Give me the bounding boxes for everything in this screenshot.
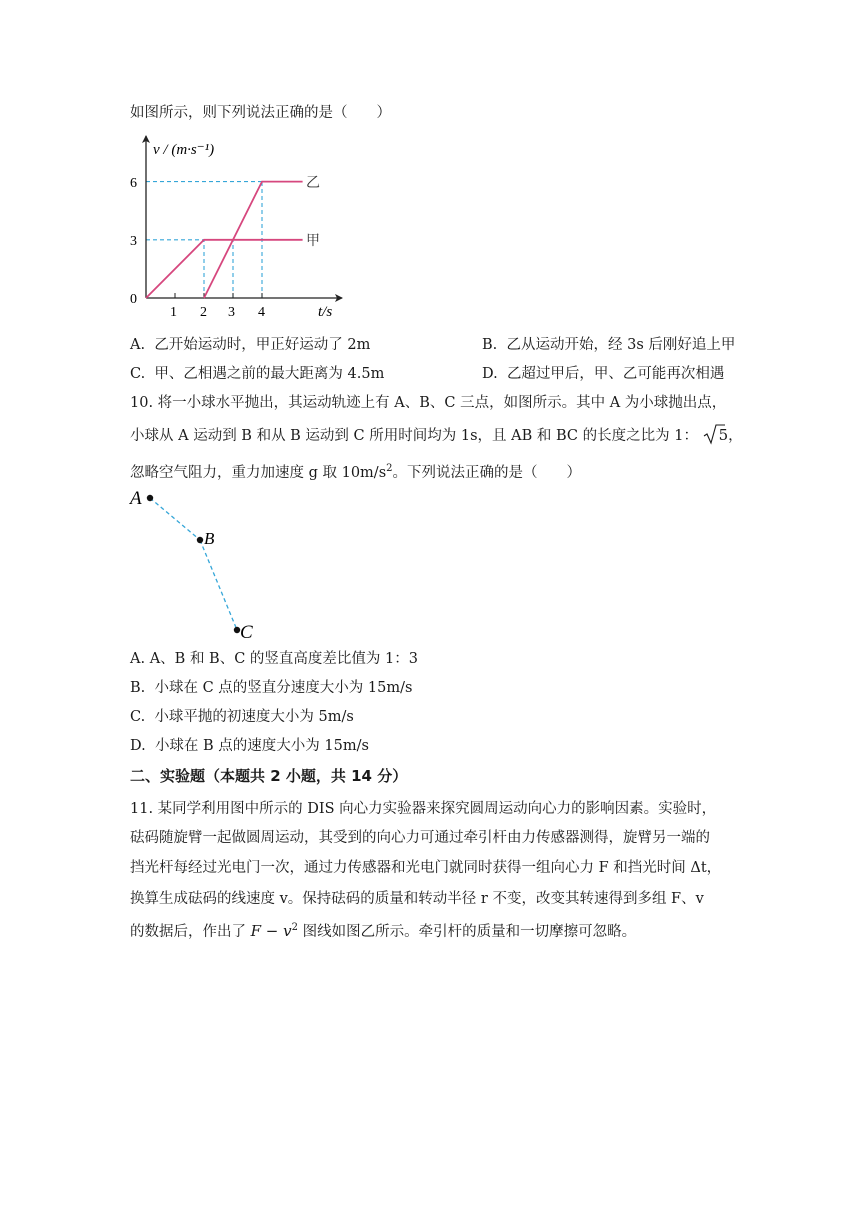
velocity-time-chart <box>120 128 360 333</box>
y-axis-label: v / (m·s⁻¹) <box>153 142 215 158</box>
q10-option-a-letter: A. <box>130 651 146 667</box>
q10-option-b-letter: B. <box>130 680 146 696</box>
q10-line-2-text: 小球从 A 运动到 B 和从 B 运动到 C 所用时间均为 1s，且 AB 和 BC 的长度之比为 1： <box>130 428 698 444</box>
q11-line-2: 砝码随旋臂一起做圆周运动，其受到的向心力可通过牵引杆由力传感器测得，旋臂另一端的 <box>130 830 710 846</box>
q10-line-1: 10. 将一小球水平抛出，其运动轨迹上有 A、B、C 三点，如图所示。其中 A 为小球抛出点， <box>130 395 727 411</box>
y-tick-label-6: 6 <box>130 176 137 191</box>
q10-option-c-text: 小球平抛的初速度大小为 5m/s <box>154 709 354 725</box>
trajectory-figure <box>124 484 264 644</box>
q10-option-d-letter: D. <box>130 738 146 754</box>
q11-line-3: 挡光杆每经过光电门一次，通过力传感器和光电门就同时获得一组向心力 F 和挡光时间 Δt， <box>130 860 722 876</box>
q11-line-5-end: 图线如图乙所示。牵引杆的质量和一切摩擦可忽略。 <box>302 923 637 940</box>
q10-line-3-end: 。下列说法正确的是（ ） <box>392 464 582 481</box>
q9-stem: 如图所示，则下列说法正确的是（ ） <box>130 105 391 121</box>
q11-line-5 <box>130 918 636 942</box>
label-b: B <box>204 529 215 548</box>
q11-line-4: 换算生成砝码的线速度 v。保持砝码的质量和转动半径 r 不变，改变其转速得到多组 F、v <box>130 891 704 907</box>
q9-option-c-letter: C <box>130 366 141 382</box>
unit-s: s <box>378 464 387 481</box>
q10-option-d-text: 小球在 B 点的速度大小为 15m/s <box>154 738 369 754</box>
segment-ab <box>150 498 200 540</box>
q9-option-d: D. 乙超过甲后，甲、乙可能再次相遇 <box>482 366 725 382</box>
section-heading: 二、实验题（本题共 2 小题，共 14 分） <box>130 767 408 785</box>
x-tick-label-2: 2 <box>200 305 207 320</box>
label-c: C <box>240 622 253 643</box>
exponent-2: 2 <box>386 463 393 474</box>
x-tick-label-1: 1 <box>170 305 177 320</box>
formula-f-v: F − v <box>250 921 292 940</box>
q10-line-3-text: 忽略空气阻力，重力加速度 g 取 10m/ <box>130 464 379 481</box>
q10-line-3 <box>130 459 581 483</box>
point-b <box>197 537 203 543</box>
q9-option-b-text: 乙从运动开始，经 3s 后刚好追上甲 <box>506 337 736 353</box>
q11-line-5-text: 的数据后，作出了 <box>130 923 246 940</box>
q10-option-b-text: 小球在 C 点的竖直分速度大小为 15m/s <box>154 680 413 696</box>
q9-option-d-letter: D <box>482 366 494 382</box>
q9-option-c-text: 甲、乙相遇之前的最大距离为 4.5m <box>154 366 385 382</box>
label-a: A <box>130 488 142 509</box>
series-label-jia: 甲 <box>306 234 320 249</box>
q10-option-a <box>130 649 418 669</box>
q10-line-2-end: ， <box>728 428 743 444</box>
series-line-jia <box>146 240 303 298</box>
q9-option-b: B. 乙从运动开始，经 3s 后刚好追上甲 <box>482 337 736 353</box>
q9-option-a: A. 乙开始运动时，甲正好运动了 2m <box>130 337 371 353</box>
q10-option-b <box>130 678 412 698</box>
x-axis-label: t/s <box>318 304 333 320</box>
q10-line-2 <box>130 423 743 446</box>
q10-option-d <box>130 736 369 756</box>
axis-ticks <box>175 293 262 298</box>
point-a <box>147 495 153 501</box>
q11-line-1: 11. 某同学利用图中所示的 DIS 向心力实验器来探究圆周运动向心力的影响因素。实验时， <box>130 801 717 817</box>
x-tick-label-3: 3 <box>228 305 235 320</box>
q9-option-a-letter: A <box>130 337 141 353</box>
y-tick-label-3: 3 <box>130 234 137 249</box>
segment-bc <box>200 540 237 630</box>
x-tick-label-4: 4 <box>258 305 265 320</box>
q9-option-d-text: 乙超过甲后，甲、乙可能再次相遇 <box>506 366 725 382</box>
q10-option-c <box>130 707 354 727</box>
q9-option-a-text: 乙开始运动时，甲正好运动了 2m <box>154 337 371 353</box>
q10-option-a-text: A、B 和 B、C 的竖直高度差比值为 1：3 <box>149 651 418 667</box>
q9-option-b-letter: B <box>482 337 493 353</box>
sqrt-value: 5 <box>718 426 729 444</box>
q9-option-c: C. 甲、乙相遇之前的最大距离为 4.5m <box>130 366 385 382</box>
formula-exponent: 2 <box>291 922 298 933</box>
series-label-yi: 乙 <box>306 176 320 191</box>
q10-option-c-letter: C. <box>130 709 146 725</box>
origin-label: 0 <box>130 292 137 307</box>
